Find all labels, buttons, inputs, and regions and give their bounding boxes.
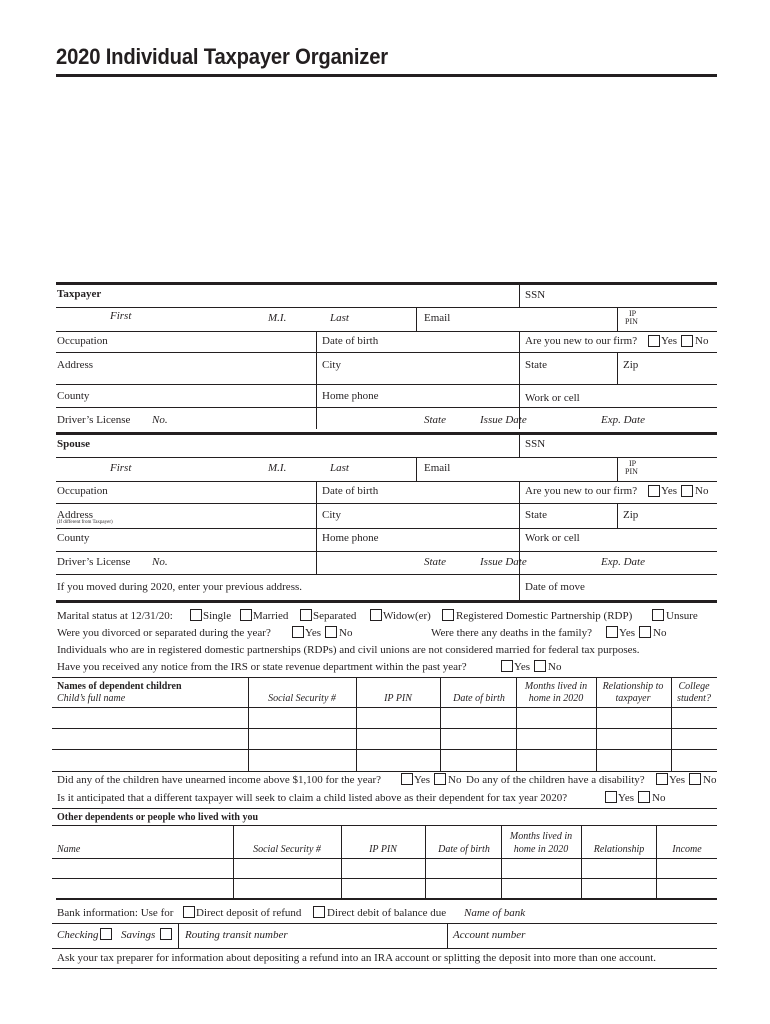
claim-yes-checkbox[interactable]: [605, 791, 617, 803]
spouse-home-phone-label[interactable]: Home phone: [322, 532, 379, 544]
col-divider: [656, 825, 657, 900]
spouse-ssn-label[interactable]: SSN: [525, 438, 546, 450]
childs-name-header: Child’s full name: [57, 693, 126, 704]
taxpayer-dl-exp-label[interactable]: Exp. Date: [601, 414, 645, 426]
divider: [416, 307, 417, 331]
taxpayer-address-label[interactable]: Address: [57, 359, 94, 371]
col-divider: [440, 677, 441, 771]
rdp-note: Individuals who are in registered domestic partnerships (RDPs) and civil unions are not considered married for federal tax purposes.: [57, 644, 640, 656]
taxpayer-zip-label[interactable]: Zip: [623, 359, 639, 371]
no-label: No: [695, 485, 709, 497]
married-checkbox[interactable]: [240, 609, 252, 621]
checking-checkbox[interactable]: [100, 928, 112, 940]
other-income-header: Income: [672, 844, 702, 855]
child-ippin-header: IP PIN: [384, 693, 412, 704]
divorced-yes-checkbox[interactable]: [292, 626, 304, 638]
child-college-header-2: student?: [677, 693, 711, 704]
section-rule: [56, 282, 717, 285]
taxpayer-email-label[interactable]: Email: [424, 312, 451, 324]
child-months-header: Months lived in: [524, 681, 588, 692]
col-divider: [233, 825, 234, 900]
table-row: [52, 749, 717, 750]
taxpayer-pin-label[interactable]: PIN: [625, 317, 638, 326]
spouse-first-label[interactable]: First: [110, 462, 132, 474]
taxpayer-new-yes-checkbox[interactable]: [648, 335, 660, 347]
yes-label: Yes: [661, 485, 678, 497]
disability-question: Do any of the children have a disability?: [466, 774, 645, 786]
table-row: [52, 707, 717, 708]
divorced-no-checkbox[interactable]: [325, 626, 337, 638]
widower-label: Widow(er): [383, 610, 431, 622]
spouse-county-label[interactable]: County: [57, 532, 90, 544]
direct-debit-label: Direct debit of balance due: [327, 907, 447, 919]
yes-label: Yes: [619, 627, 636, 639]
direct-debit-checkbox[interactable]: [313, 906, 325, 918]
savings-label: Savings: [121, 929, 156, 941]
disability-no-checkbox[interactable]: [689, 773, 701, 785]
taxpayer-last-label[interactable]: Last: [330, 312, 349, 324]
married-label: Married: [253, 610, 289, 622]
divider: [316, 331, 317, 429]
taxpayer-new-firm-question: Are you new to our firm?: [525, 335, 638, 347]
divider: [519, 574, 520, 600]
other-ssn-header: Social Security #: [253, 844, 321, 855]
spouse-mi-label[interactable]: M.I.: [268, 462, 287, 474]
taxpayer-dl-state-label[interactable]: State: [424, 414, 446, 426]
bank-info-label: Bank information: Use for: [57, 907, 174, 919]
section-rule: [56, 898, 717, 900]
checking-label: Checking: [57, 929, 99, 941]
taxpayer-dl-issue-label[interactable]: Issue Date: [480, 414, 527, 426]
table-row: [52, 728, 717, 729]
yes-label: Yes: [414, 774, 431, 786]
taxpayer-dl-no-label[interactable]: No.: [152, 414, 168, 426]
disability-yes-checkbox[interactable]: [656, 773, 668, 785]
claim-question: Is it anticipated that a different taxpayer will seek to claim a child listed above as their dependent for tax year 2020?: [57, 792, 568, 804]
children-heading: Names of dependent children: [57, 681, 182, 692]
spouse-new-yes-checkbox[interactable]: [648, 485, 660, 497]
no-label: No: [548, 661, 562, 673]
notice-yes-checkbox[interactable]: [501, 660, 513, 672]
other-ippin-header: IP PIN: [369, 844, 397, 855]
no-label: No: [339, 627, 353, 639]
other-dependents-heading: Other dependents or people who lived with you: [57, 812, 259, 823]
other-months-header: Months lived in: [509, 831, 573, 842]
spouse-zip-label[interactable]: Zip: [623, 509, 639, 521]
child-months-header-2: home in 2020: [528, 693, 584, 704]
taxpayer-first-label[interactable]: First: [110, 310, 132, 322]
spouse-address-note: (If different from Taxpayer): [57, 520, 113, 525]
col-divider: [516, 677, 517, 771]
table-row: [52, 878, 717, 879]
section-rule: [56, 600, 717, 603]
income-yes-checkbox[interactable]: [401, 773, 413, 785]
taxpayer-work-cell-label[interactable]: Work or cell: [525, 392, 580, 404]
divorced-question: Were you divorced or separated during the year?: [57, 627, 271, 639]
no-label: No: [448, 774, 462, 786]
col-divider: [356, 677, 357, 771]
bank-note: Ask your tax preparer for information about depositing a refund into an IRA account or splitting the deposit into more than one account.: [57, 952, 657, 964]
col-divider: [596, 677, 597, 771]
divider: [52, 968, 717, 969]
child-dob-header: Date of birth: [453, 693, 505, 704]
title-rule: [56, 74, 717, 77]
other-relationship-header: Relationship: [593, 844, 645, 855]
spouse-dob-label[interactable]: Date of birth: [322, 485, 379, 497]
account-number-label[interactable]: Account number: [453, 929, 526, 941]
income-no-checkbox[interactable]: [434, 773, 446, 785]
taxpayer-mi-label[interactable]: M.I.: [268, 312, 287, 324]
deaths-yes-checkbox[interactable]: [606, 626, 618, 638]
no-label: No: [652, 792, 666, 804]
spouse-occupation-label[interactable]: Occupation: [57, 485, 108, 497]
spouse-email-label[interactable]: Email: [424, 462, 451, 474]
unsure-label: Unsure: [666, 610, 698, 622]
spouse-new-no-checkbox[interactable]: [681, 485, 693, 497]
divider: [519, 435, 520, 457]
direct-deposit-label: Direct deposit of refund: [196, 907, 302, 919]
spouse-address-label[interactable]: Address: [57, 509, 94, 521]
col-divider: [248, 677, 249, 771]
yes-label: Yes: [618, 792, 635, 804]
section-rule: [56, 432, 717, 435]
spouse-last-label[interactable]: Last: [330, 462, 349, 474]
separated-checkbox[interactable]: [300, 609, 312, 621]
table-rule: [52, 825, 717, 826]
divider: [617, 352, 618, 384]
table-rule: [52, 808, 717, 809]
taxpayer-city-label[interactable]: City: [322, 359, 341, 371]
yes-label: Yes: [661, 335, 678, 347]
child-relationship-header-2: taxpayer: [615, 693, 651, 704]
divider: [56, 481, 717, 482]
page-title: 2020 Individual Taxpayer Organizer: [56, 44, 388, 69]
deaths-no-checkbox[interactable]: [639, 626, 651, 638]
spouse-heading: Spouse: [57, 438, 91, 450]
single-label: Single: [203, 610, 232, 622]
other-months-header-2: home in 2020: [513, 844, 569, 855]
date-of-move-label[interactable]: Date of move: [525, 581, 585, 593]
spouse-dl-no-label[interactable]: No.: [152, 556, 168, 568]
col-divider: [425, 825, 426, 900]
divider: [519, 285, 520, 307]
taxpayer-new-no-checkbox[interactable]: [681, 335, 693, 347]
table-rule: [52, 677, 717, 678]
divider: [617, 503, 618, 528]
divider: [447, 923, 448, 948]
no-label: No: [695, 335, 709, 347]
previous-address-label[interactable]: If you moved during 2020, enter your previous address.: [57, 581, 303, 593]
col-divider: [501, 825, 502, 900]
spouse-dl-label[interactable]: Driver’s License: [57, 556, 131, 568]
divider: [56, 331, 717, 332]
taxpayer-ip-label: IP: [629, 309, 637, 318]
single-checkbox[interactable]: [190, 609, 202, 621]
rdp-label: Registered Domestic Partnership (RDP): [456, 610, 633, 622]
spouse-dl-exp-label[interactable]: Exp. Date: [601, 556, 645, 568]
spouse-new-firm-question: Are you new to our firm?: [525, 485, 638, 497]
divider: [56, 407, 717, 408]
child-ssn-header: Social Security #: [268, 693, 336, 704]
divider: [56, 551, 717, 552]
divider: [617, 307, 618, 331]
spouse-pin-label[interactable]: PIN: [625, 467, 638, 476]
divider: [56, 384, 717, 385]
irs-notice-question: Have you received any notice from the IRS or state revenue department within the past year?: [57, 661, 467, 673]
savings-checkbox[interactable]: [160, 928, 172, 940]
spouse-dl-issue-label[interactable]: Issue Date: [480, 556, 527, 568]
divider: [52, 923, 717, 924]
unearned-income-question: Did any of the children have unearned income above $1,100 for the year?: [57, 774, 382, 786]
taxpayer-heading: Taxpayer: [57, 288, 102, 300]
spouse-dl-state-label[interactable]: State: [424, 556, 446, 568]
divider: [617, 457, 618, 481]
divider: [56, 574, 717, 575]
yes-label: Yes: [305, 627, 322, 639]
spouse-state-label[interactable]: State: [525, 509, 547, 521]
table-row: [52, 771, 717, 772]
spouse-ip-label: IP: [629, 459, 637, 468]
no-label: No: [653, 627, 667, 639]
taxpayer-occupation-label[interactable]: Occupation: [57, 335, 108, 347]
taxpayer-county-label[interactable]: County: [57, 390, 90, 402]
routing-number-label[interactable]: Routing transit number: [185, 929, 288, 941]
spouse-city-label[interactable]: City: [322, 509, 341, 521]
divider: [416, 457, 417, 481]
bank-name-label[interactable]: Name of bank: [464, 907, 526, 919]
taxpayer-dob-label[interactable]: Date of birth: [322, 335, 379, 347]
yes-label: Yes: [514, 661, 531, 673]
table-row: [52, 858, 717, 859]
marital-status-label: Marital status at 12/31/20:: [57, 610, 173, 622]
col-divider: [581, 825, 582, 900]
yes-label: Yes: [669, 774, 686, 786]
no-label: No: [703, 774, 717, 786]
taxpayer-home-phone-label[interactable]: Home phone: [322, 390, 379, 402]
widower-checkbox[interactable]: [370, 609, 382, 621]
child-relationship-header: Relationship to: [602, 681, 664, 692]
separated-label: Separated: [313, 610, 357, 622]
divider: [52, 948, 717, 949]
taxpayer-ssn-label[interactable]: SSN: [525, 289, 546, 301]
spouse-work-cell-label[interactable]: Work or cell: [525, 532, 580, 544]
unsure-checkbox[interactable]: [652, 609, 664, 621]
other-dob-header: Date of birth: [438, 844, 490, 855]
rdp-checkbox[interactable]: [442, 609, 454, 621]
col-divider: [341, 825, 342, 900]
notice-no-checkbox[interactable]: [534, 660, 546, 672]
direct-deposit-checkbox[interactable]: [183, 906, 195, 918]
taxpayer-dl-label[interactable]: Driver’s License: [57, 414, 131, 426]
divider: [178, 923, 179, 948]
deaths-question: Were there any deaths in the family?: [431, 627, 592, 639]
child-college-header: College: [678, 681, 710, 692]
divider: [56, 528, 717, 529]
other-name-header: Name: [57, 844, 81, 855]
claim-no-checkbox[interactable]: [638, 791, 650, 803]
taxpayer-state-label[interactable]: State: [525, 359, 547, 371]
col-divider: [671, 677, 672, 771]
